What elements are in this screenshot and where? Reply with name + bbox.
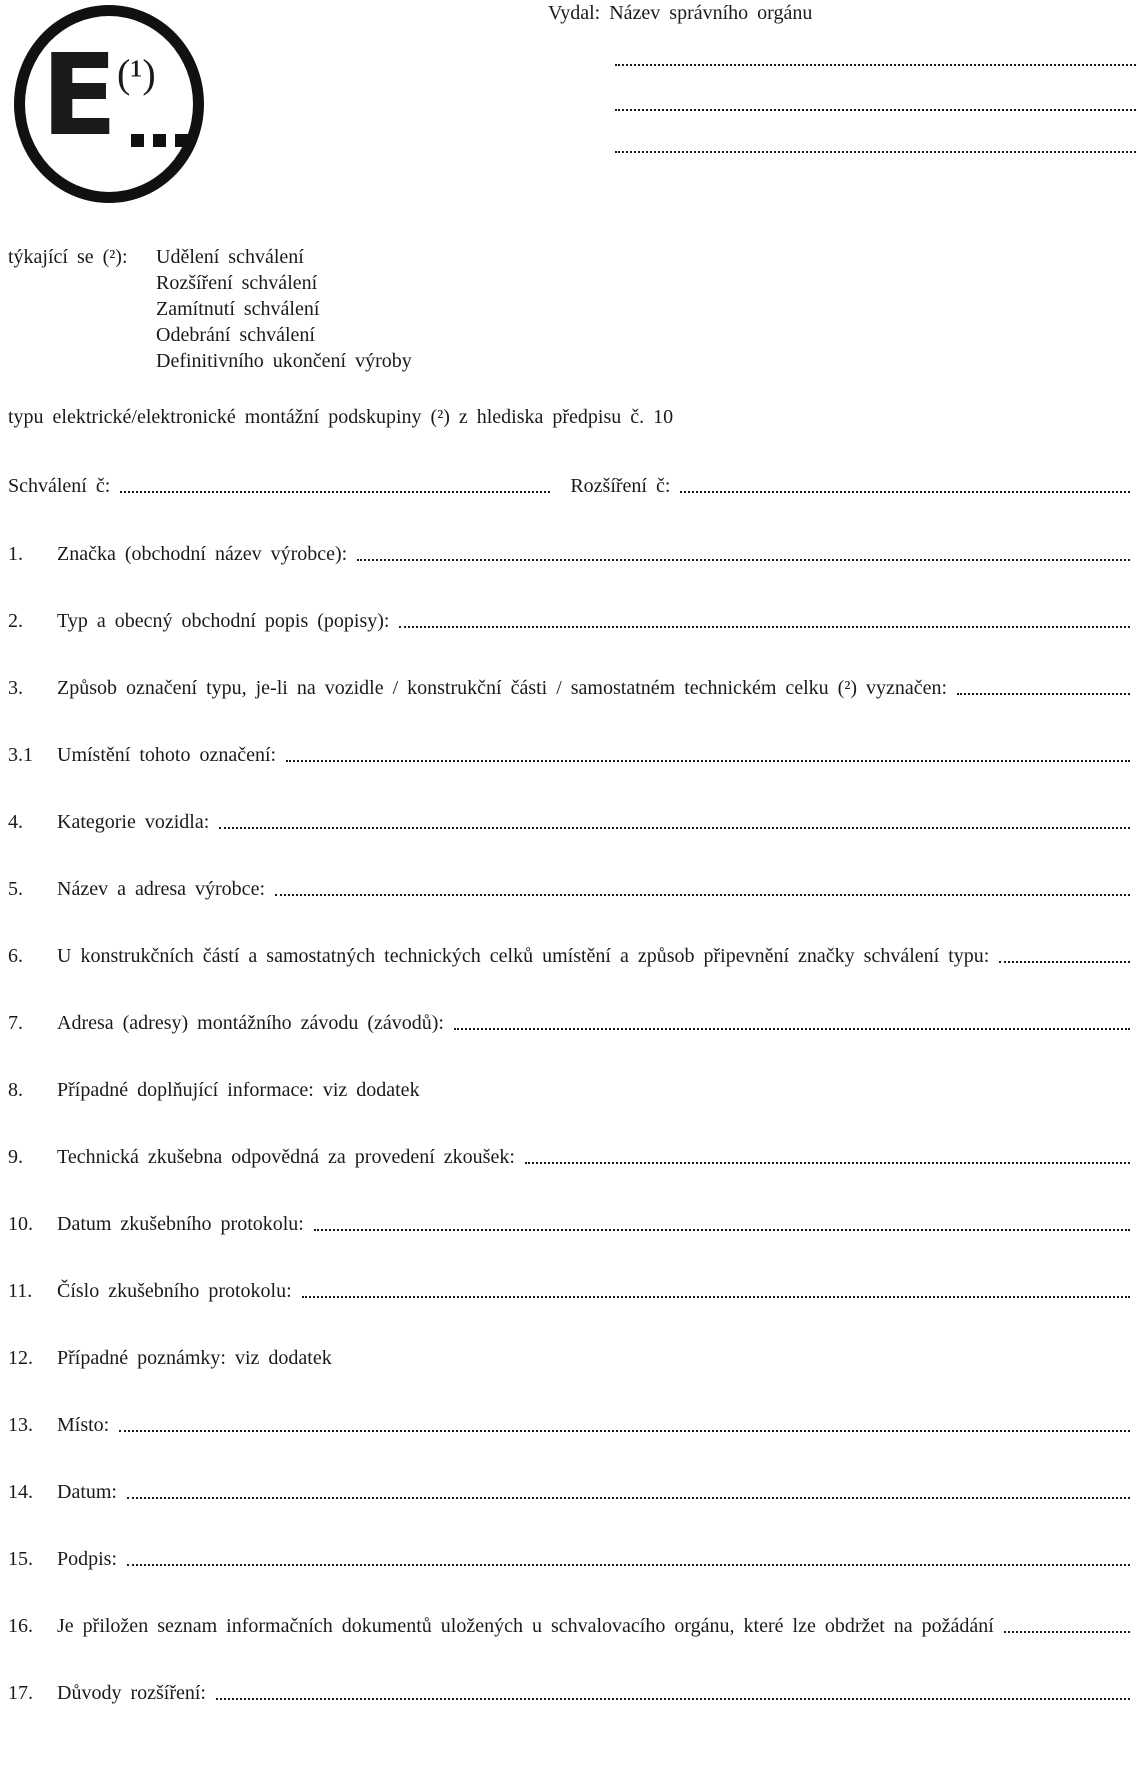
dot — [153, 134, 166, 147]
issuer-line — [548, 2, 812, 25]
dotted-fill-line — [454, 1028, 1130, 1030]
item-label: Datum: — [57, 1481, 117, 1503]
dotted-fill-line — [127, 1497, 1130, 1499]
form-item-row — [8, 1413, 1130, 1437]
item-label: Podpis: — [57, 1548, 118, 1570]
subject-type-line: typu elektrické/elektronické montážní podskupiny (²) z hlediska předpisu č. 10 — [8, 406, 674, 428]
dotted-fill-line — [216, 1698, 1130, 1700]
item-label: Adresa (adresy) montážního závodu (závodů): — [57, 1012, 444, 1034]
option-withdrawal: Odebrání schválení — [156, 324, 315, 346]
item-number: 5. — [8, 878, 23, 900]
item-label: U konstrukčních částí a samostatných technických celků umístění a způsob připevnění značky schválení typu: — [57, 945, 990, 967]
form-item-row — [8, 1212, 1130, 1236]
item-label: Název a adresa výrobce: — [57, 878, 265, 900]
form-item-row — [8, 542, 1130, 566]
form-item-row — [8, 1346, 1130, 1370]
item-number: 9. — [8, 1146, 23, 1168]
form-item-row — [8, 944, 1130, 968]
item-label: Případné doplňující informace: viz dodatek — [57, 1079, 420, 1101]
extension-number-label: Rozšíření č: — [570, 475, 671, 497]
form-item-row — [8, 1681, 1130, 1705]
issuer-value: Název správního orgánu — [609, 2, 813, 24]
form-item-row — [8, 1145, 1130, 1169]
form-item-row — [8, 810, 1130, 834]
option-production-discontinued: Definitivního ukončení výroby — [156, 350, 412, 372]
item-number: 11. — [8, 1280, 33, 1302]
option-grant: Udělení schválení — [156, 246, 304, 268]
option-extension: Rozšíření schválení — [156, 272, 318, 294]
issuer-blank-dotted-line — [615, 109, 1138, 111]
dotted-fill-line — [286, 760, 1130, 762]
dotted-fill-line — [999, 961, 1130, 963]
issuer-label: Vydal: — [548, 2, 601, 24]
item-number: 7. — [8, 1012, 23, 1034]
approval-number-label: Schválení č: — [8, 475, 111, 497]
dotted-fill-line — [399, 626, 1130, 628]
item-number: 10. — [8, 1213, 33, 1235]
item-label: Číslo zkušebního protokolu: — [57, 1280, 292, 1302]
item-number: 8. — [8, 1079, 23, 1101]
form-item-row — [8, 1011, 1130, 1035]
item-number: 12. — [8, 1347, 33, 1369]
dotted-fill-line — [957, 693, 1130, 695]
item-number: 6. — [8, 945, 23, 967]
e-mark-ellipsis-dots — [131, 134, 188, 147]
form-item-row — [8, 676, 1130, 700]
dotted-fill-line — [1004, 1631, 1130, 1633]
form-item-row — [8, 1614, 1130, 1638]
item-label: Důvody rozšíření: — [57, 1682, 206, 1704]
item-number: 3. — [8, 677, 23, 699]
form-item-row — [8, 877, 1130, 901]
form-item-row — [8, 1279, 1130, 1303]
form-item-row — [8, 1078, 1130, 1102]
item-label: Značka (obchodní název výrobce): — [57, 543, 348, 565]
item-label: Je přiložen seznam informačních dokumentů uložených u schvalovacího orgánu, které lze obdržet na požádání — [57, 1615, 994, 1637]
item-label: Technická zkušebna odpovědná za provedení zkoušek: — [57, 1146, 515, 1168]
item-number: 16. — [8, 1615, 33, 1637]
item-number: 4. — [8, 811, 23, 833]
dotted-fill-line — [219, 827, 1130, 829]
e-mark-logo — [14, 5, 204, 203]
form-header — [8, 0, 1130, 200]
dotted-fill-line — [127, 1564, 1130, 1566]
footnote-1-superscript: (¹) — [117, 51, 156, 96]
dot — [175, 134, 188, 147]
dotted-fill-line — [275, 894, 1130, 896]
dotted-fill-line — [314, 1229, 1130, 1231]
dot — [131, 134, 144, 147]
extension-number-fill-line — [680, 491, 1130, 493]
item-label: Případné poznámky: viz dodatek — [57, 1347, 332, 1369]
item-number: 14. — [8, 1481, 33, 1503]
item-label: Umístění tohoto označení: — [57, 744, 277, 766]
option-refusal: Zamítnutí schválení — [156, 298, 320, 320]
form-item-row — [8, 743, 1130, 767]
dotted-fill-line — [302, 1296, 1130, 1298]
item-number: 15. — [8, 1548, 33, 1570]
item-number: 17. — [8, 1682, 33, 1704]
dotted-fill-line — [525, 1162, 1130, 1164]
concerning-block — [8, 244, 1130, 374]
item-label: Místo: — [57, 1414, 110, 1436]
form-item-row — [8, 1547, 1130, 1571]
concerning-label: týkající se (²): — [8, 246, 128, 268]
dotted-fill-line — [119, 1430, 1130, 1432]
item-label: Způsob označení typu, je-li na vozidle / konstrukční části / samostatném technickém celku (²) vyznačen: — [57, 677, 948, 699]
approval-number-row — [8, 474, 1130, 498]
issuer-blank-dotted-line — [615, 151, 1138, 153]
item-number: 3.1 — [8, 744, 33, 766]
form-item-row — [8, 609, 1130, 633]
issuer-blank-dotted-line — [615, 64, 1138, 66]
form-item-row — [8, 1480, 1130, 1504]
dotted-fill-line — [357, 559, 1130, 561]
item-label: Kategorie vozidla: — [57, 811, 210, 833]
e-mark-letter: E — [41, 31, 118, 161]
item-number: 2. — [8, 610, 23, 632]
numbered-items-list — [8, 542, 1130, 1705]
item-label: Datum zkušebního protokolu: — [57, 1213, 304, 1235]
item-number: 13. — [8, 1414, 33, 1436]
approval-number-fill-line — [120, 491, 550, 493]
item-number: 1. — [8, 543, 23, 565]
approval-action-options — [156, 244, 412, 374]
item-label: Typ a obecný obchodní popis (popisy): — [57, 610, 390, 632]
